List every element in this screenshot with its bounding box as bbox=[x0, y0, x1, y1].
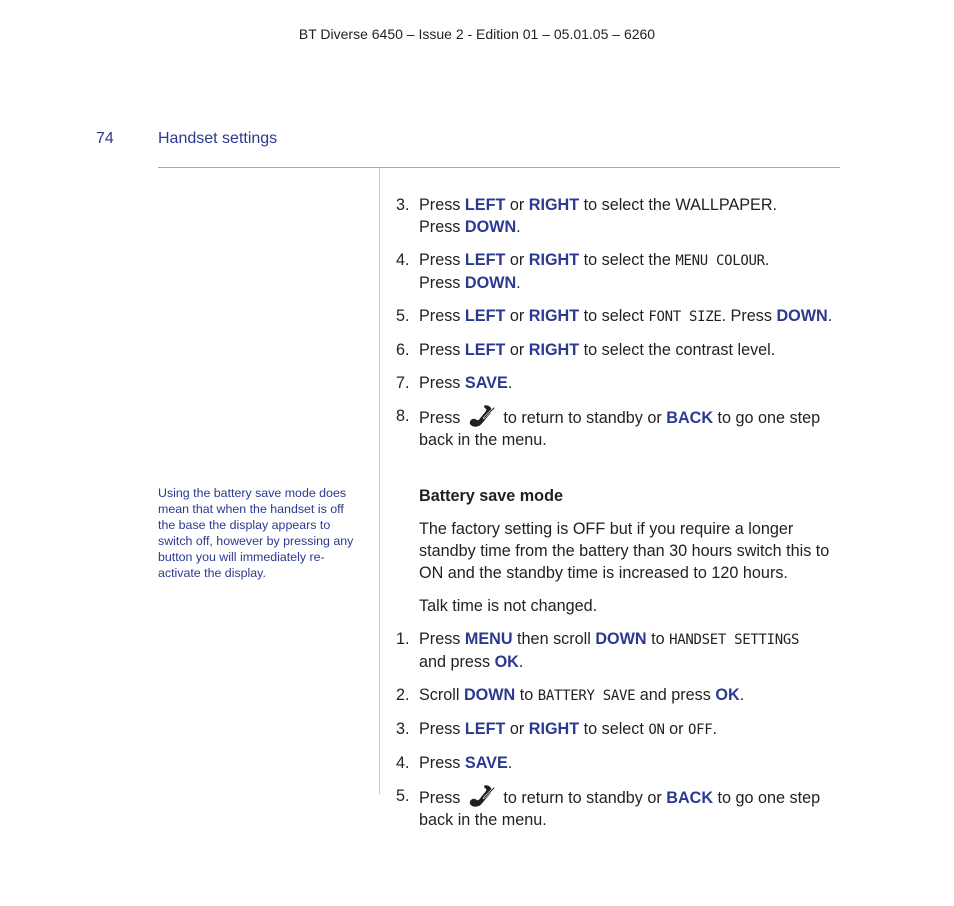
display-text: HANDSET SETTINGS bbox=[669, 632, 800, 648]
display-text: OFF bbox=[688, 722, 713, 738]
step-text: to bbox=[515, 686, 538, 704]
display-text: MENU COLOUR bbox=[675, 253, 765, 269]
step-text: Press bbox=[419, 754, 465, 772]
list-item bbox=[396, 752, 840, 774]
step-text: to bbox=[646, 630, 670, 648]
side-note: Using the battery save mode does mean that when the handset is off the base the display appears to switch off, however by pressing any button you will immediately re-activate the display. bbox=[158, 486, 354, 580]
step-number: 4. bbox=[396, 754, 410, 772]
step-number: 1. bbox=[396, 630, 410, 648]
display-text: FONT SIZE bbox=[648, 309, 722, 325]
step-number: 8. bbox=[396, 407, 410, 425]
step-number: 3. bbox=[396, 196, 410, 214]
step-text: . bbox=[507, 374, 513, 392]
key-down: DOWN bbox=[776, 307, 828, 325]
step-text: to select the bbox=[579, 251, 676, 269]
step-text: . bbox=[507, 754, 513, 772]
key-ok: OK bbox=[715, 686, 740, 704]
step-text: Press bbox=[419, 409, 465, 427]
key-right: RIGHT bbox=[528, 307, 580, 325]
key-right: RIGHT bbox=[528, 341, 580, 359]
display-text: ON bbox=[648, 722, 665, 738]
step-text: or bbox=[505, 341, 529, 359]
step-text: to select bbox=[579, 307, 649, 325]
steps-list-battery bbox=[396, 628, 840, 831]
end-call-icon bbox=[467, 785, 497, 809]
list-item bbox=[396, 305, 840, 328]
list-item bbox=[396, 628, 840, 673]
step-text: Press bbox=[419, 307, 465, 325]
step-number: 5. bbox=[396, 307, 410, 325]
key-right: RIGHT bbox=[528, 251, 580, 269]
battery-save-heading: Battery save mode bbox=[419, 487, 563, 505]
step-text: to return to standby or bbox=[498, 409, 667, 427]
step-text: to select the WALLPAPER. bbox=[579, 196, 778, 214]
step-text: . bbox=[764, 251, 770, 269]
step-text: . bbox=[739, 686, 745, 704]
document-info: BT Diverse 6450 – Issue 2 - Edition 01 – 05.01.05 – 6260 bbox=[298, 26, 656, 42]
step-text: Press bbox=[419, 218, 465, 236]
column-divider bbox=[379, 168, 380, 794]
step-text: and press bbox=[419, 653, 495, 671]
step-text: or bbox=[505, 196, 529, 214]
step-text: to select bbox=[579, 720, 649, 738]
step-text: or bbox=[505, 307, 529, 325]
step-number: 4. bbox=[396, 251, 410, 269]
step-text: . Press bbox=[721, 307, 777, 325]
header-rule bbox=[158, 167, 840, 168]
step-text: Press bbox=[419, 274, 465, 292]
step-text: . bbox=[827, 307, 833, 325]
list-item bbox=[396, 684, 840, 707]
steps-list-display bbox=[396, 194, 840, 451]
list-item bbox=[396, 194, 840, 238]
main-content bbox=[396, 194, 840, 842]
step-text: then scroll bbox=[512, 630, 596, 648]
key-right: RIGHT bbox=[528, 720, 580, 738]
step-text: . bbox=[516, 274, 521, 292]
key-ok: OK bbox=[494, 653, 519, 671]
step-text: or bbox=[664, 720, 689, 738]
step-text: . bbox=[516, 218, 521, 236]
step-text: to go one step back in the menu. bbox=[419, 409, 821, 449]
key-left: LEFT bbox=[464, 196, 506, 214]
step-text: and press bbox=[635, 686, 716, 704]
step-text: . bbox=[518, 653, 524, 671]
list-item bbox=[396, 405, 840, 451]
step-text: Press bbox=[419, 630, 465, 648]
step-text: to select the contrast level. bbox=[579, 341, 776, 359]
step-text: Press bbox=[419, 341, 465, 359]
list-item bbox=[396, 785, 840, 831]
end-call-icon bbox=[467, 405, 497, 429]
step-number: 3. bbox=[396, 720, 410, 738]
section-title: Handset settings bbox=[158, 130, 278, 147]
step-text: or bbox=[505, 251, 529, 269]
list-item bbox=[396, 339, 840, 361]
step-text: or bbox=[505, 720, 529, 738]
step-text: Press bbox=[419, 789, 465, 807]
key-down: DOWN bbox=[464, 218, 517, 236]
page-number: 74 bbox=[96, 130, 114, 147]
key-left: LEFT bbox=[464, 307, 506, 325]
list-item bbox=[396, 249, 840, 294]
step-text: to return to standby or bbox=[498, 789, 667, 807]
battery-save-intro: The factory setting is OFF but if you require a longer standby time from the battery than 30 hours switch this to ON and the standby time is increased to 120 hours. bbox=[419, 520, 830, 582]
list-item bbox=[396, 372, 840, 394]
key-down: DOWN bbox=[595, 630, 647, 648]
step-number: 5. bbox=[396, 787, 410, 805]
list-item bbox=[396, 718, 840, 741]
talk-time-note: Talk time is not changed. bbox=[419, 597, 598, 615]
step-text: . bbox=[712, 720, 717, 738]
key-down: DOWN bbox=[464, 274, 517, 292]
step-text: Scroll bbox=[419, 686, 464, 704]
key-left: LEFT bbox=[464, 251, 506, 269]
key-down: DOWN bbox=[463, 686, 516, 704]
step-number: 6. bbox=[396, 341, 410, 359]
key-menu: MENU bbox=[464, 630, 513, 648]
step-text: to go one step back in the menu. bbox=[419, 789, 821, 829]
step-text: Press bbox=[419, 251, 465, 269]
key-left: LEFT bbox=[464, 341, 506, 359]
key-save: SAVE bbox=[464, 374, 508, 392]
step-number: 7. bbox=[396, 374, 410, 392]
step-text: Press bbox=[419, 720, 465, 738]
key-save: SAVE bbox=[464, 754, 508, 772]
key-left: LEFT bbox=[464, 720, 506, 738]
step-text: Press bbox=[419, 196, 465, 214]
key-back: BACK bbox=[666, 409, 714, 427]
key-back: BACK bbox=[666, 789, 714, 807]
display-text: BATTERY SAVE bbox=[537, 688, 636, 704]
step-text: Press bbox=[419, 374, 465, 392]
step-number: 2. bbox=[396, 686, 410, 704]
key-right: RIGHT bbox=[528, 196, 580, 214]
